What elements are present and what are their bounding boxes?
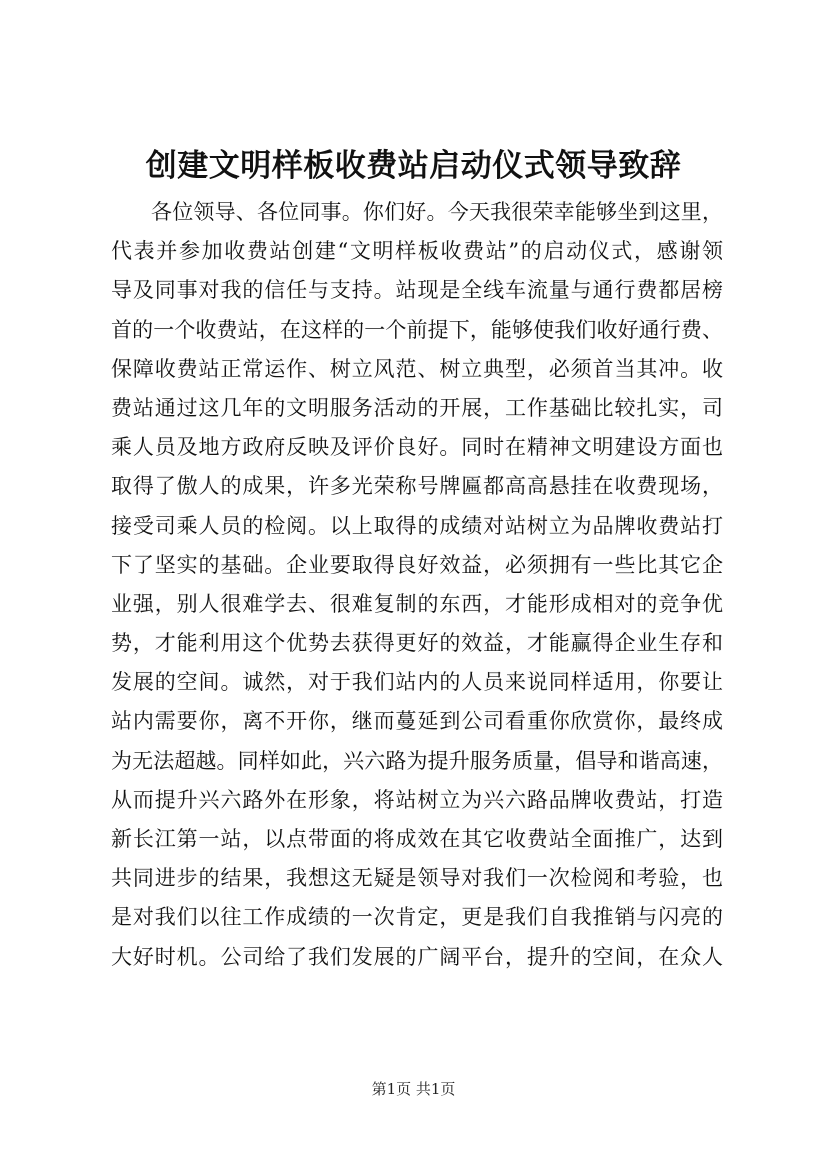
body-line: 下了坚实的基础。企业要取得良好效益，必须拥有一些比其它企 [111,552,723,577]
body-line: 费站通过这几年的文明服务活动的开展，工作基础比较扎实，司 [111,395,723,420]
page-footer [0,1078,827,1100]
body-line: 乘人员及地方政府反映及评价良好。同时在精神文明建设方面也 [111,435,723,460]
body-line: 保障收费站正常运作、树立风范、树立典型，必须首当其冲。收 [111,356,723,381]
body-line: 业强，别人很难学去、很难复制的东西，才能形成相对的竞争优 [111,591,723,616]
page-number-label: 第1页 共1页 [371,1080,456,1098]
body-line: 为无法超越。同样如此，兴六路为提升服务质量，倡导和谐高速， [111,748,723,773]
body-line: 站内需要你，离不开你，继而蔓延到公司看重你欣赏你，最终成 [111,709,723,734]
document-title: 创建文明样板收费站启动仪式领导致辞 [145,148,682,184]
body-line: 势，才能利用这个优势去获得更好的效益，才能赢得企业生存和 [111,631,723,656]
body-line: 共同进步的结果，我想这无疑是领导对我们一次检阅和考验，也 [111,866,723,891]
body-line: 接受司乘人员的检阅。以上取得的成绩对站树立为品牌收费站打 [111,513,723,538]
body-line: 取得了傲人的成果，许多光荣称号牌匾都高高悬挂在收费现场， [111,474,723,499]
body-line: 大好时机。公司给了我们发展的广阔平台，提升的空间，在众人 [111,944,723,969]
body-line: 是对我们以往工作成绩的一次肯定，更是我们自我推销与闪亮的 [111,905,723,930]
body-line: 导及同事对我的信任与支持。站现是全线车流量与通行费都居榜 [111,278,723,303]
body-line: 从而提升兴六路外在形象，将站树立为兴六路品牌收费站，打造 [111,787,723,812]
body-line: 代表并参加收费站创建“文明样板收费站”的启动仪式，感谢领 [111,239,723,264]
body-line: 首的一个收费站，在这样的一个前提下，能够使我们收好通行费、 [111,317,723,342]
body-line: 新长江第一站，以点带面的将成效在其它收费站全面推广，达到 [111,827,723,851]
body-line: 发展的空间。诚然，对于我们站内的人员来说同样适用，你要让 [111,670,723,695]
document-body [111,193,723,977]
body-line: 各位领导、各位同事。你们好。今天我很荣幸能够坐到这里， [151,200,723,224]
